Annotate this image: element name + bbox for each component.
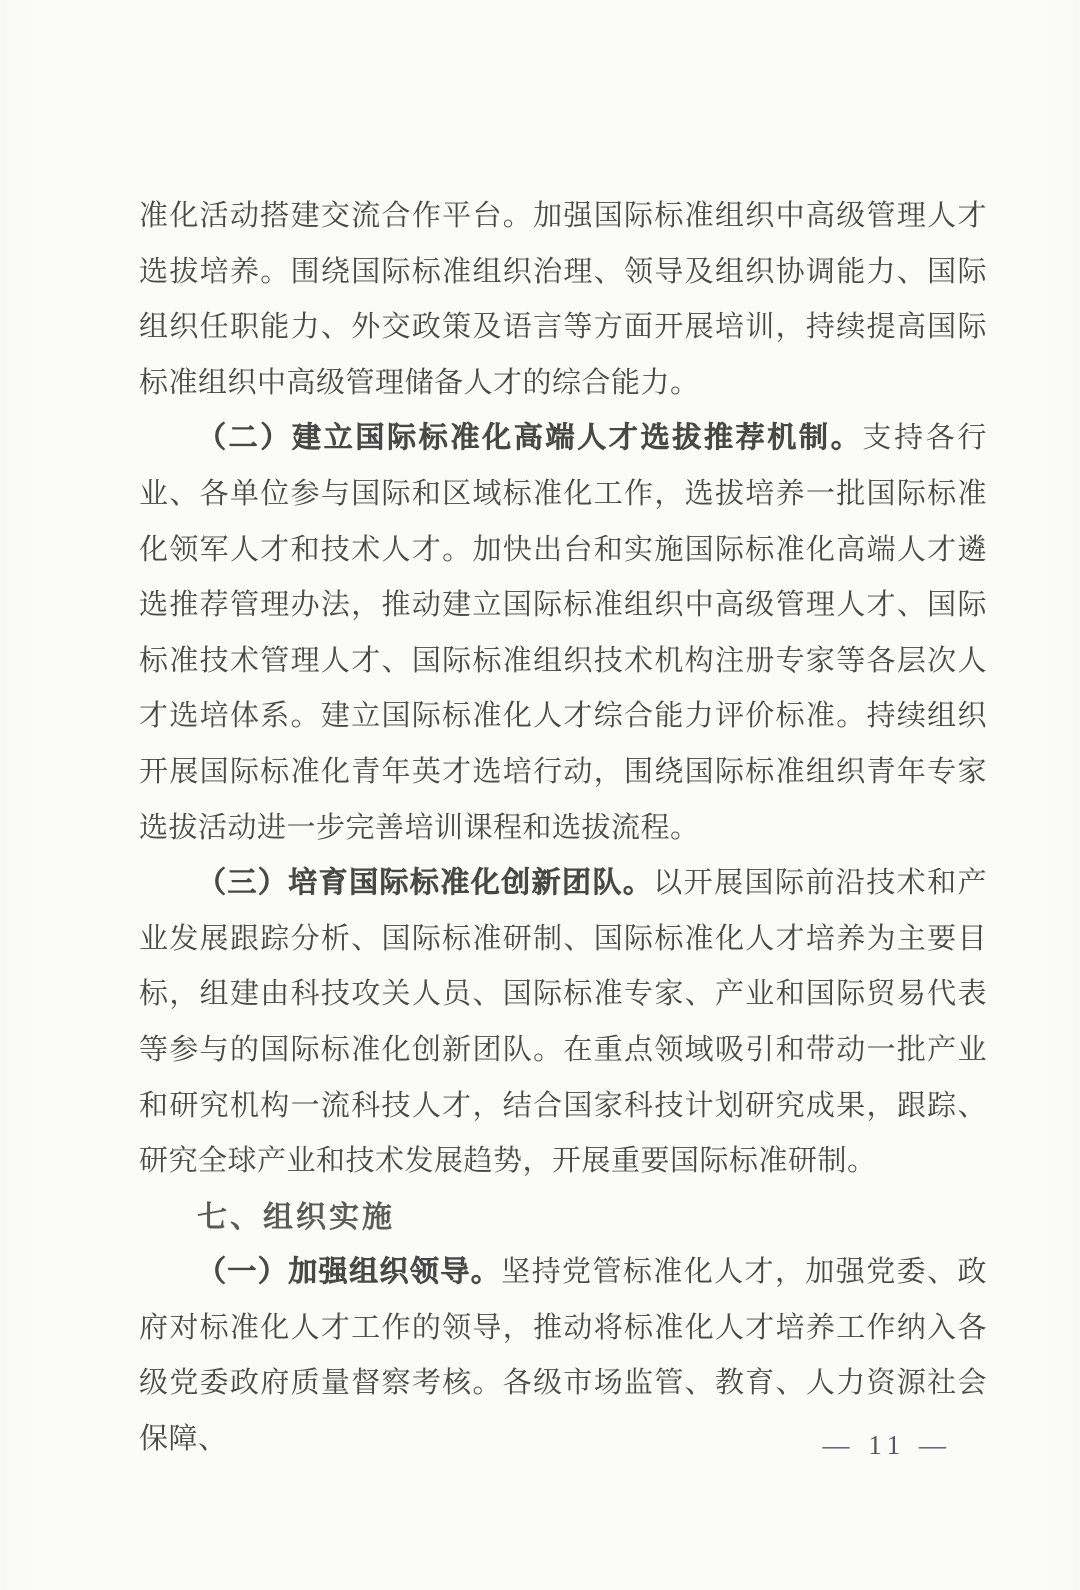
paragraph-text: 坚持党管标准化人才，加强党委、政府对标准化人才工作的领导，推动将标准化人才培养工作纳入各级党委政府质量督察考核。各级市场监管、教育、人力资源社会保障、 (139, 1256, 987, 1456)
section-heading: 七、组织实施 (197, 1200, 395, 1234)
paragraph-continuation (139, 189, 987, 411)
page-number: — 11 — (822, 1430, 952, 1460)
paragraph-lead: （三）培育国际标准化创新团队。 (197, 867, 654, 900)
paragraph-text: 支持各行业、各单位参与国际和区域标准化工作，选拔培养一批国际标准化领军人才和技术人才。加快出台和实施国际标准化高端人才遴选推荐管理办法，推动建立国际标准组织中高级管理人才、国际标准技术管理人才、国际标准组织技术机构注册专家等各层次人才选培体系。建立国际标准化人才综合能力评价标准。持续组织开展国际标准化青年英才选培行动，围绕国际标准组织青年专家选拔活动进一步完善培训课程和选拔流程。 (139, 422, 987, 844)
paragraph-lead: （一）加强组织领导。 (197, 1256, 502, 1289)
paragraph-item-3 (139, 856, 987, 1190)
paragraph-text: 准化活动搭建交流合作平台。加强国际标准组织中高级管理人才选拔培养。围绕国际标准组织治理、领导及组织协调能力、国际组织任职能力、外交政策及语言等方面开展培训，持续提高国际标准组织中高级管理储备人才的综合能力。 (139, 200, 987, 399)
paragraph-item-2 (139, 411, 987, 856)
paragraph-lead: （二）建立国际标准化高端人才选拔推荐机制。 (197, 422, 863, 455)
paragraph-text: 以开展国际前沿技术和产业发展跟踪分析、国际标准研制、国际标准化人才培养为主要目标，组建由科技攻关人员、国际标准专家、产业和国际贸易代表等参与的国际标准化创新团队。在重点领域吸引和带动一批产业和研究机构一流科技人才，结合国家科技计划研究成果，跟踪、研究全球产业和技术发展趋势，开展重要国际标准研制。 (139, 867, 987, 1178)
document-body (139, 189, 987, 1468)
